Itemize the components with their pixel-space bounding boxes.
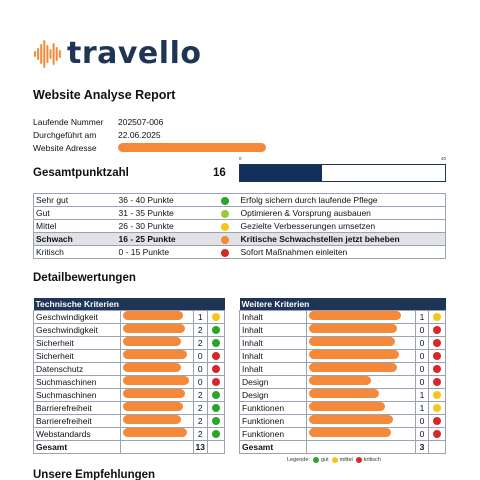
criteria-row bbox=[240, 349, 446, 362]
redacted-detail bbox=[309, 389, 379, 398]
status-dot-icon bbox=[212, 404, 220, 412]
criteria-total-spacer bbox=[121, 440, 194, 453]
status-dot-icon bbox=[212, 430, 220, 438]
rating-range: 16 - 25 Punkte bbox=[117, 233, 212, 246]
criteria-status bbox=[429, 388, 446, 401]
criteria-total-row bbox=[34, 440, 225, 453]
criteria-row bbox=[240, 427, 446, 440]
score-scale-min: 0 bbox=[239, 156, 242, 161]
status-dot-icon bbox=[221, 249, 229, 257]
criteria-detail bbox=[121, 362, 194, 375]
status-dot-icon bbox=[433, 430, 441, 438]
rating-indicator bbox=[212, 207, 239, 220]
criteria-row bbox=[34, 388, 225, 401]
criteria-detail bbox=[307, 310, 416, 323]
rating-range: 26 - 30 Punkte bbox=[117, 220, 212, 233]
criteria-status bbox=[208, 427, 225, 440]
redacted-detail bbox=[309, 324, 397, 333]
status-dot-icon bbox=[212, 378, 220, 386]
status-dot-icon bbox=[212, 339, 220, 347]
criteria-row bbox=[240, 362, 446, 375]
criteria-detail bbox=[307, 414, 416, 427]
details-title: Detailbewertungen bbox=[33, 272, 136, 284]
status-dot-icon bbox=[433, 378, 441, 386]
criteria-score: 0 bbox=[416, 362, 429, 375]
status-dot-icon bbox=[212, 352, 220, 360]
score-scale-max: 40 bbox=[441, 156, 447, 161]
criteria-detail bbox=[307, 336, 416, 349]
redacted-detail bbox=[123, 311, 183, 320]
criteria-name: Sicherheit bbox=[34, 349, 121, 362]
wave-bar bbox=[59, 50, 61, 58]
redacted-detail bbox=[309, 363, 397, 372]
criteria-score: 2 bbox=[193, 427, 207, 440]
redacted-website-url bbox=[118, 143, 266, 152]
rating-row bbox=[34, 220, 446, 233]
criteria-name: Barrierefreiheit bbox=[34, 401, 121, 414]
score-progress-fill bbox=[240, 165, 322, 181]
criteria-status bbox=[429, 323, 446, 336]
redacted-detail bbox=[309, 376, 371, 385]
criteria-detail bbox=[121, 401, 194, 414]
criteria-row bbox=[34, 336, 225, 349]
rating-action: Sofort Maßnahmen einleiten bbox=[239, 246, 446, 259]
legend-dot-icon bbox=[313, 457, 319, 463]
criteria-row bbox=[240, 388, 446, 401]
status-dot-icon bbox=[212, 391, 220, 399]
brand-name: travello bbox=[67, 36, 202, 71]
meta-row bbox=[33, 141, 266, 154]
criteria-name: Inhalt bbox=[240, 310, 307, 323]
criteria-name: Inhalt bbox=[240, 349, 307, 362]
criteria-score: 0 bbox=[193, 349, 207, 362]
rating-row bbox=[34, 233, 446, 246]
criteria-status bbox=[208, 323, 225, 336]
rating-label: Mittel bbox=[34, 220, 117, 233]
criteria-score: 2 bbox=[193, 323, 207, 336]
criteria-name: Inhalt bbox=[240, 323, 307, 336]
status-dot-icon bbox=[221, 197, 229, 205]
criteria-name: Suchmaschinen bbox=[34, 388, 121, 401]
status-dot-icon bbox=[433, 326, 441, 334]
criteria-detail bbox=[121, 414, 194, 427]
meta-value: 202507-006 bbox=[118, 116, 164, 127]
criteria-name: Datenschutz bbox=[34, 362, 121, 375]
criteria-score: 0 bbox=[193, 375, 207, 388]
criteria-name: Webstandards bbox=[34, 427, 121, 440]
wave-bar bbox=[40, 44, 42, 64]
criteria-row bbox=[34, 362, 225, 375]
criteria-score: 0 bbox=[416, 323, 429, 336]
redacted-detail bbox=[309, 337, 395, 346]
criteria-status bbox=[208, 310, 225, 323]
criteria-row bbox=[34, 349, 225, 362]
criteria-detail bbox=[307, 375, 416, 388]
meta-row bbox=[33, 115, 266, 128]
rating-action: Kritische Schwachstellen jetzt beheben bbox=[239, 233, 446, 246]
criteria-name: Design bbox=[240, 388, 307, 401]
criteria-score: 0 bbox=[416, 427, 429, 440]
brand-logo bbox=[33, 38, 201, 70]
meta-value: 22.06.2025 bbox=[118, 129, 161, 140]
criteria-row bbox=[240, 323, 446, 336]
wave-bar bbox=[34, 51, 36, 57]
criteria-score: 1 bbox=[416, 401, 429, 414]
criteria-detail bbox=[307, 388, 416, 401]
rating-action: Optimieren & Vorsprung ausbauen bbox=[239, 207, 446, 220]
criteria-total-empty bbox=[429, 440, 446, 453]
rating-scale-table bbox=[33, 193, 446, 259]
status-dot-icon bbox=[433, 339, 441, 347]
criteria-total-row bbox=[240, 440, 446, 453]
rating-label: Sehr gut bbox=[34, 194, 117, 207]
criteria-name: Funktionen bbox=[240, 401, 307, 414]
criteria-total-spacer bbox=[307, 440, 416, 453]
wave-bar bbox=[43, 40, 45, 68]
status-dot-icon bbox=[221, 210, 229, 218]
criteria-row bbox=[34, 414, 225, 427]
criteria-total-value: 13 bbox=[193, 440, 207, 453]
score-progress-bar bbox=[239, 164, 446, 182]
criteria-score: 2 bbox=[193, 414, 207, 427]
rating-range: 31 - 35 Punkte bbox=[117, 207, 212, 220]
criteria-detail bbox=[121, 427, 194, 440]
criteria-row bbox=[240, 414, 446, 427]
total-score-value: 16 bbox=[213, 167, 226, 179]
criteria-detail bbox=[121, 375, 194, 388]
technical-criteria-table bbox=[33, 298, 225, 454]
criteria-score: 0 bbox=[416, 375, 429, 388]
meta-label: Website Adresse bbox=[33, 142, 97, 153]
rating-action: Gezielte Verbesserungen umsetzen bbox=[239, 220, 446, 233]
criteria-score: 0 bbox=[416, 414, 429, 427]
criteria-status bbox=[429, 414, 446, 427]
criteria-score: 0 bbox=[416, 336, 429, 349]
redacted-detail bbox=[123, 324, 185, 333]
criteria-status bbox=[429, 310, 446, 323]
wave-bar bbox=[50, 49, 52, 59]
criteria-status bbox=[429, 336, 446, 349]
criteria-status bbox=[208, 401, 225, 414]
status-dot-icon bbox=[221, 223, 229, 231]
redacted-detail bbox=[123, 363, 181, 372]
criteria-status bbox=[429, 401, 446, 414]
criteria-score: 0 bbox=[416, 349, 429, 362]
further-criteria-header: Weitere Kriterien bbox=[240, 298, 446, 310]
legend-label: mittel bbox=[339, 457, 353, 463]
criteria-detail bbox=[307, 427, 416, 440]
criteria-name: Sicherheit bbox=[34, 336, 121, 349]
criteria-row bbox=[34, 323, 225, 336]
criteria-detail bbox=[121, 323, 194, 336]
legend-label: gut bbox=[320, 457, 329, 463]
sound-wave-icon bbox=[33, 38, 63, 70]
criteria-row bbox=[34, 375, 225, 388]
status-dot-icon bbox=[433, 365, 441, 373]
criteria-row bbox=[240, 310, 446, 323]
wave-bar bbox=[53, 43, 55, 65]
rating-range: 0 - 15 Punkte bbox=[117, 246, 212, 259]
criteria-row bbox=[240, 401, 446, 414]
criteria-status bbox=[429, 362, 446, 375]
technical-criteria-header: Technische Kriterien bbox=[34, 298, 225, 310]
criteria-name: Inhalt bbox=[240, 362, 307, 375]
redacted-detail bbox=[123, 428, 187, 437]
wave-bar bbox=[46, 45, 48, 63]
status-dot-icon bbox=[212, 365, 220, 373]
criteria-detail bbox=[307, 401, 416, 414]
criteria-detail bbox=[307, 349, 416, 362]
criteria-score: 2 bbox=[193, 336, 207, 349]
wave-bar bbox=[37, 48, 39, 60]
criteria-name: Funktionen bbox=[240, 414, 307, 427]
criteria-detail bbox=[121, 310, 194, 323]
criteria-score: 1 bbox=[416, 310, 429, 323]
criteria-status bbox=[208, 375, 225, 388]
redacted-detail bbox=[309, 415, 393, 424]
redacted-detail bbox=[123, 337, 181, 346]
criteria-detail bbox=[121, 349, 194, 362]
redacted-detail bbox=[123, 350, 187, 359]
report-title: Website Analyse Report bbox=[33, 88, 176, 102]
rating-label: Schwach bbox=[34, 233, 117, 246]
wave-bar bbox=[56, 47, 58, 61]
criteria-status bbox=[429, 349, 446, 362]
rating-indicator bbox=[212, 194, 239, 207]
criteria-name: Design bbox=[240, 375, 307, 388]
status-dot-icon bbox=[212, 417, 220, 425]
status-legend bbox=[287, 457, 381, 463]
status-dot-icon bbox=[212, 326, 220, 334]
criteria-name: Geschwindigkeit bbox=[34, 310, 121, 323]
report-meta bbox=[33, 115, 266, 154]
legend-dot-icon bbox=[356, 457, 362, 463]
criteria-detail bbox=[307, 362, 416, 375]
criteria-status bbox=[429, 375, 446, 388]
rating-row bbox=[34, 207, 446, 220]
criteria-detail bbox=[121, 388, 194, 401]
meta-row bbox=[33, 128, 266, 141]
rating-indicator bbox=[212, 246, 239, 259]
status-dot-icon bbox=[212, 313, 220, 321]
criteria-name: Inhalt bbox=[240, 336, 307, 349]
status-dot-icon bbox=[433, 404, 441, 412]
total-score-row bbox=[33, 156, 447, 184]
criteria-row bbox=[240, 336, 446, 349]
rating-action: Erfolg sichern durch laufende Pflege bbox=[239, 194, 446, 207]
meta-label: Laufende Nummer bbox=[33, 116, 104, 127]
recommendations-title: Unsere Empfehlungen bbox=[33, 469, 156, 480]
criteria-score: 2 bbox=[193, 388, 207, 401]
rating-indicator bbox=[212, 220, 239, 233]
legend-label: kritisch bbox=[363, 457, 381, 463]
criteria-status bbox=[208, 336, 225, 349]
redacted-detail bbox=[123, 415, 181, 424]
criteria-status bbox=[208, 349, 225, 362]
redacted-detail bbox=[123, 389, 185, 398]
legend-title: Legende: bbox=[287, 457, 310, 463]
rating-row bbox=[34, 194, 446, 207]
criteria-row bbox=[34, 310, 225, 323]
criteria-row bbox=[34, 401, 225, 414]
legend-dot-icon bbox=[332, 457, 338, 463]
rating-indicator bbox=[212, 233, 239, 246]
criteria-detail bbox=[121, 336, 194, 349]
criteria-status bbox=[208, 414, 225, 427]
criteria-status bbox=[429, 427, 446, 440]
redacted-detail bbox=[309, 402, 385, 411]
redacted-detail bbox=[309, 428, 391, 437]
criteria-status bbox=[208, 362, 225, 375]
status-dot-icon bbox=[433, 417, 441, 425]
criteria-score: 1 bbox=[193, 310, 207, 323]
further-criteria-table bbox=[239, 298, 446, 454]
criteria-name: Geschwindigkeit bbox=[34, 323, 121, 336]
redacted-detail bbox=[123, 376, 189, 385]
redacted-detail bbox=[309, 350, 399, 359]
rating-label: Gut bbox=[34, 207, 117, 220]
criteria-total-label: Gesamt bbox=[34, 440, 121, 453]
status-dot-icon bbox=[433, 352, 441, 360]
criteria-score: 2 bbox=[193, 401, 207, 414]
rating-range: 36 - 40 Punkte bbox=[117, 194, 212, 207]
criteria-score: 1 bbox=[416, 388, 429, 401]
criteria-total-label: Gesamt bbox=[240, 440, 307, 453]
total-score-label: Gesamtpunktzahl bbox=[33, 167, 129, 179]
redacted-detail bbox=[123, 402, 183, 411]
criteria-name: Funktionen bbox=[240, 427, 307, 440]
criteria-score: 0 bbox=[193, 362, 207, 375]
criteria-total-empty bbox=[208, 440, 225, 453]
rating-label: Kritisch bbox=[34, 246, 117, 259]
status-dot-icon bbox=[433, 391, 441, 399]
meta-label: Durchgeführt am bbox=[33, 129, 97, 140]
criteria-total-value: 3 bbox=[416, 440, 429, 453]
criteria-status bbox=[208, 388, 225, 401]
criteria-row bbox=[34, 427, 225, 440]
criteria-name: Barrierefreiheit bbox=[34, 414, 121, 427]
criteria-detail bbox=[307, 323, 416, 336]
criteria-row bbox=[240, 375, 446, 388]
criteria-name: Suchmaschinen bbox=[34, 375, 121, 388]
redacted-detail bbox=[309, 311, 401, 320]
rating-row bbox=[34, 246, 446, 259]
status-dot-icon bbox=[433, 313, 441, 321]
status-dot-icon bbox=[221, 236, 229, 244]
